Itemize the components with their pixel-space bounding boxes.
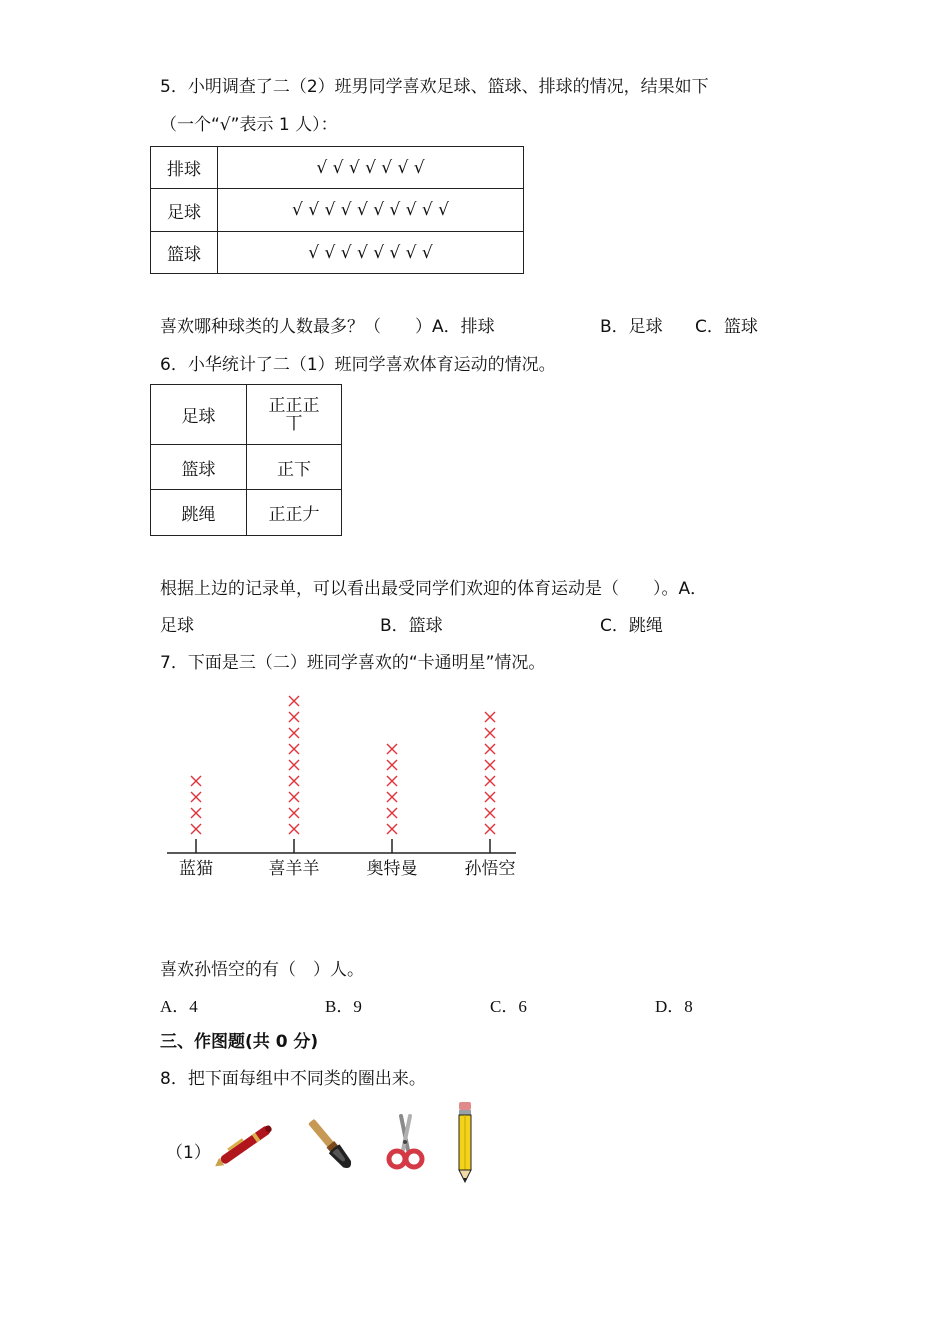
cross-mark bbox=[387, 760, 397, 770]
q5-row-label: 足球 bbox=[151, 189, 218, 232]
section-heading: 三、作图题(共 0 分) bbox=[160, 1032, 319, 1052]
q6-option-c: C．跳绳 bbox=[600, 616, 663, 636]
cross-mark bbox=[289, 712, 299, 722]
cross-mark bbox=[485, 744, 495, 754]
q5-option-c: C．篮球 bbox=[695, 317, 758, 337]
q7-option-b: B．9 bbox=[325, 997, 362, 1016]
cross-mark bbox=[289, 744, 299, 754]
cross-mark bbox=[387, 776, 397, 786]
q7-chart bbox=[160, 685, 530, 885]
pencil-icon[interactable] bbox=[452, 1100, 478, 1186]
q6-table bbox=[150, 384, 342, 536]
q8-title: 8．把下面每组中不同类的圈出来。 bbox=[160, 1069, 426, 1089]
cross-mark bbox=[387, 744, 397, 754]
category-label: 孙悟空 bbox=[464, 859, 516, 879]
q5-row-marks: √ √ √ √ √ √ √ bbox=[218, 147, 524, 189]
q5-row-basketball bbox=[151, 232, 524, 274]
cross-mark bbox=[485, 728, 495, 738]
q7-option-c: C．6 bbox=[490, 997, 527, 1016]
cross-mark bbox=[289, 728, 299, 738]
q6-row-tally: 正下 bbox=[247, 445, 342, 490]
q7-option-a: A．4 bbox=[160, 997, 198, 1016]
cross-mark bbox=[485, 760, 495, 770]
cross-mark bbox=[485, 776, 495, 786]
q6-row-tally: 正正𠂇 bbox=[247, 490, 342, 536]
cross-mark bbox=[191, 824, 201, 834]
q5-question: 喜欢哪种球类的人数最多？（ ）A．排球 bbox=[160, 317, 495, 337]
q5-table bbox=[150, 146, 524, 274]
cross-mark bbox=[289, 808, 299, 818]
cross-mark bbox=[485, 808, 495, 818]
q6-row-tally bbox=[247, 385, 342, 445]
cross-mark bbox=[289, 792, 299, 802]
cross-mark bbox=[191, 808, 201, 818]
q5-option-b: B．足球 bbox=[600, 317, 663, 337]
q7-title: 7．下面是三（二）班同学喜欢的“卡通明星”情况。 bbox=[160, 653, 546, 673]
pen-icon[interactable] bbox=[208, 1115, 284, 1173]
q6-row-rope bbox=[151, 490, 342, 536]
category-label: 奥特曼 bbox=[366, 859, 418, 879]
q5-row-label: 篮球 bbox=[151, 232, 218, 274]
q6-row-basketball bbox=[151, 445, 342, 490]
q5-row-volleyball bbox=[151, 147, 524, 189]
tally-line: 正正正 bbox=[268, 395, 320, 416]
category-label: 喜羊羊 bbox=[268, 859, 320, 879]
category-label: 蓝猫 bbox=[179, 859, 213, 879]
cross-mark bbox=[289, 824, 299, 834]
q6-question: 根据上边的记录单，可以看出最受同学们欢迎的体育运动是（ ）。A． bbox=[160, 579, 708, 599]
q6-row-football bbox=[151, 385, 342, 445]
tally-line: 丅 bbox=[285, 413, 303, 434]
cross-mark bbox=[289, 760, 299, 770]
cross-mark bbox=[191, 792, 201, 802]
cross-mark bbox=[289, 696, 299, 706]
q5-row-marks: √ √ √ √ √ √ √ √ √ √ bbox=[218, 189, 524, 232]
q6-row-label: 跳绳 bbox=[151, 490, 247, 536]
cross-mark bbox=[387, 824, 397, 834]
q7-option-d: D．8 bbox=[655, 997, 693, 1016]
q5-row-football bbox=[151, 189, 524, 232]
q7-question: 喜欢孙悟空的有（ ）人。 bbox=[160, 960, 364, 980]
q8-group1-label: （1） bbox=[166, 1143, 211, 1163]
cross-mark bbox=[485, 712, 495, 722]
brush-icon[interactable] bbox=[300, 1112, 362, 1178]
q6-row-label: 足球 bbox=[151, 385, 247, 445]
q6-title: 6．小华统计了二（1）班同学喜欢体育运动的情况。 bbox=[160, 355, 556, 375]
q5-row-label: 排球 bbox=[151, 147, 218, 189]
q6-row-label: 篮球 bbox=[151, 445, 247, 490]
q5-row-marks: √ √ √ √ √ √ √ √ bbox=[218, 232, 524, 274]
cross-mark bbox=[387, 808, 397, 818]
cross-mark bbox=[387, 792, 397, 802]
cross-mark bbox=[289, 776, 299, 786]
q6-option-a: 足球 bbox=[160, 616, 194, 636]
cross-mark bbox=[485, 792, 495, 802]
q5-line1: 5．小明调查了二（2）班男同学喜欢足球、篮球、排球的情况，结果如下 bbox=[160, 77, 709, 97]
cross-mark bbox=[485, 824, 495, 834]
cross-mark bbox=[191, 776, 201, 786]
q5-line2: （一个“√”表示 1 人）： bbox=[160, 115, 338, 135]
scissors-icon[interactable] bbox=[384, 1112, 426, 1174]
q6-option-b: B．篮球 bbox=[380, 616, 443, 636]
